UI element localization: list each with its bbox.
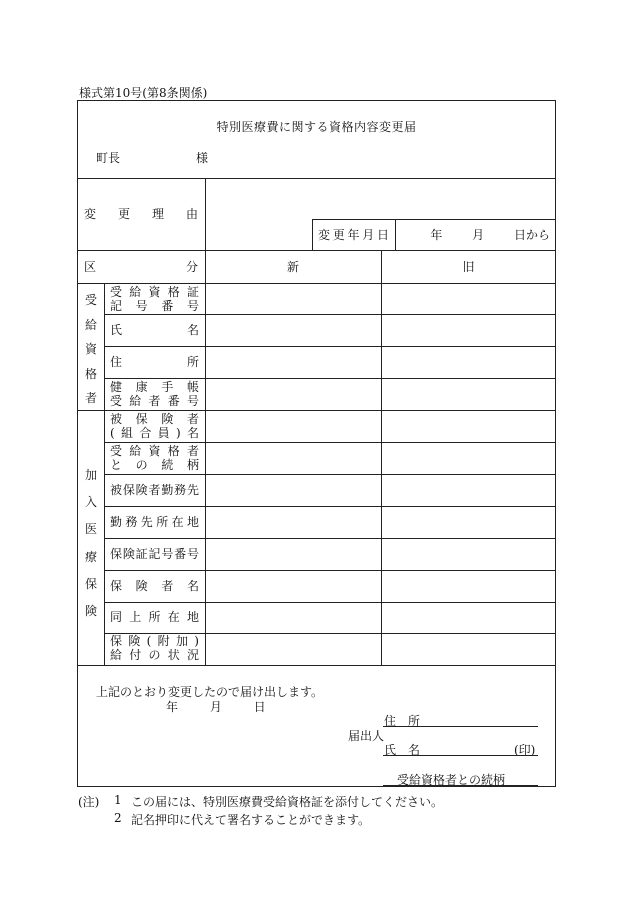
vert-insurance-char: 入 <box>84 495 97 510</box>
vert-insurance-char: 保 <box>84 576 97 591</box>
address-underline <box>383 726 538 727</box>
relation-underline <box>383 785 538 786</box>
row-insured-line2: (組合員)名 <box>110 426 199 440</box>
column-new: 新 <box>286 260 299 274</box>
vert-insurance-char: 険 <box>84 604 97 618</box>
row-insurer-name: 保険者名 <box>110 579 199 593</box>
addressee-office: 町長 <box>96 151 121 165</box>
note-2-number: 2 <box>114 811 122 825</box>
notifier-label: 届出人 <box>348 729 385 743</box>
group-recipient-label <box>84 291 98 403</box>
vert-recipient-char: 者 <box>84 391 97 405</box>
change-date-value <box>400 228 550 243</box>
row-workplace-address: 勤務先所在地 <box>110 515 199 529</box>
seal-mark: (印) <box>514 743 536 757</box>
vert-insurance-char: 療 <box>84 549 97 564</box>
vert-recipient-char: 受 <box>84 293 97 307</box>
row-benefit-line1: 保険(附加) <box>110 634 199 648</box>
address-label: 住所 <box>384 714 433 728</box>
note-2-text: 記名押印に代えて署名することができます。 <box>131 813 371 827</box>
change-date-value-text: 年 月 日から <box>430 228 550 242</box>
column-category: 区分 <box>84 260 198 274</box>
row-insurer-address: 同上所在地 <box>110 610 199 624</box>
change-date-label: 変更年月日 <box>318 228 389 242</box>
vert-recipient-char: 資 <box>84 342 97 356</box>
form-number: 様式第10号(第8条関係) <box>79 86 208 100</box>
row-workplace: 被保険者勤務先 <box>110 483 199 497</box>
form-title: 特別医療費に関する資格内容変更届 <box>216 120 417 134</box>
change-reason-label: 変更理由 <box>84 207 198 221</box>
row-certificate-line1: 受給資格証 <box>110 285 199 299</box>
row-health-book-line1: 健康手帳 <box>110 380 199 394</box>
note-1-number: 1 <box>114 793 122 807</box>
vert-insurance-char: 加 <box>84 468 97 482</box>
row-health-book-line2: 受給者番号 <box>110 394 199 408</box>
declaration-statement: 上記のとおり変更したので届け出します。 <box>96 685 324 699</box>
row-insured-line1: 被保険者 <box>110 412 199 426</box>
row-relation-line2: との続柄 <box>110 458 199 472</box>
row-relation-line1: 受給資格者 <box>110 444 199 458</box>
addressee-honorific: 様 <box>196 151 209 165</box>
name-label: 氏名 <box>384 743 433 757</box>
name-underline <box>383 755 538 756</box>
column-old: 旧 <box>462 260 475 274</box>
group-insurance-label <box>84 466 98 616</box>
vert-insurance-char: 医 <box>84 522 97 537</box>
vert-recipient-char: 給 <box>84 317 97 332</box>
row-certificate-line2: 記号番号 <box>110 299 199 313</box>
row-address: 住所 <box>110 355 199 369</box>
declaration-date: 年 月 日 <box>166 700 266 714</box>
row-card-number: 保険証記号番号 <box>110 547 199 561</box>
vert-recipient-char: 格 <box>84 366 97 381</box>
notes-prefix: (注) <box>78 795 100 809</box>
note-1-text: この届には、特別医療費受給資格証を添付してください。 <box>131 795 444 809</box>
row-benefit-line2: 給付の状況 <box>110 648 199 662</box>
row-name: 氏名 <box>110 323 199 337</box>
relation-label: 受給資格者との続柄 <box>397 773 506 787</box>
